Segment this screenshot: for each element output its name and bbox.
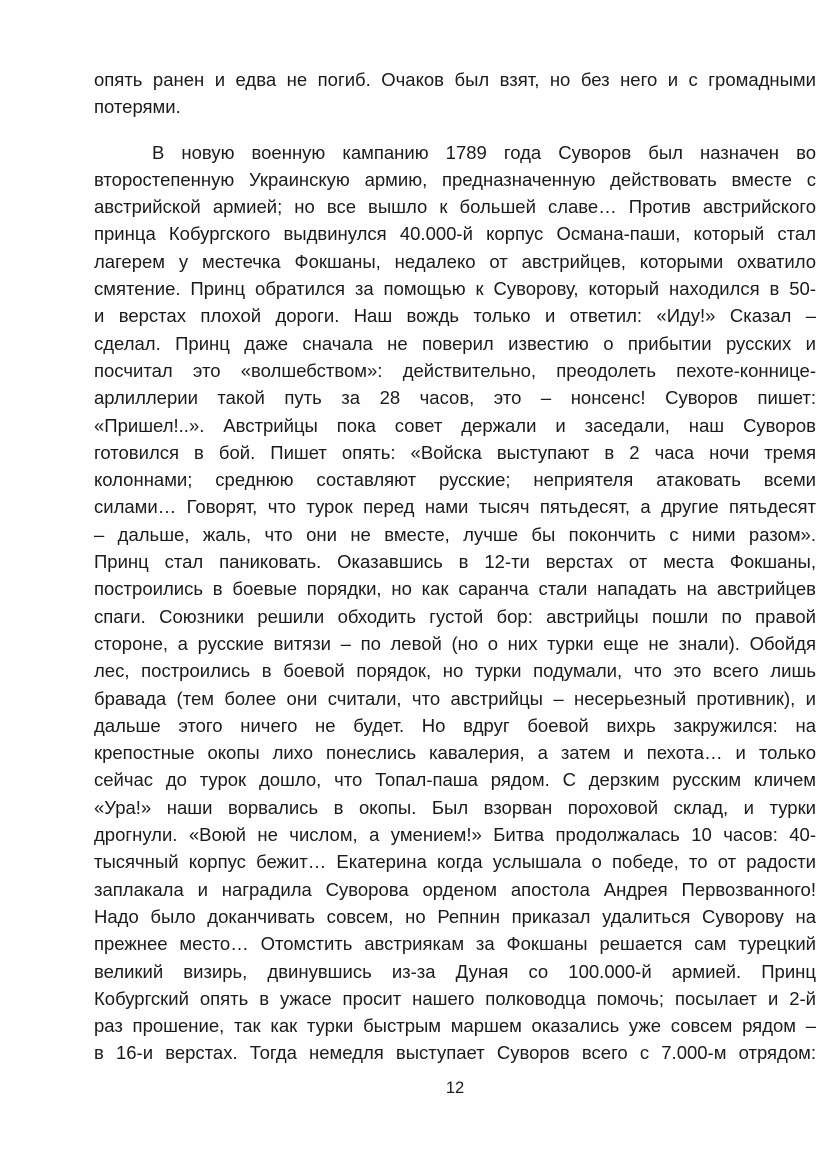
paragraph [94,66,816,121]
text-line: второстепенную Украинскую армию, предназначенную действовать вместе с [94,168,816,190]
text-line: «Ура!» наши ворвались в окопы. Был взорван пороховой склад, и турки [94,796,816,818]
text-line: дрогнули. «Воюй не числом, а умением!» Битва продолжалась 10 часов: 40- [94,824,816,846]
text-line: арлиллерии такой путь за 28 часов, это – нонсенс! Суворов пишет: [94,387,816,409]
text-line: колоннами; среднюю составляют русские; неприятеля атаковать всеми [94,469,816,491]
text-line: посчитал это «волшебством»: действительно, преодолеть пехоте-коннице- [94,359,816,381]
page-number: 12 [445,1079,465,1097]
text-line: австрийской армией; но все вышло к большей славе… Против австрийского [94,196,816,218]
text-line: заплакала и наградила Суворова орденом апостола Андрея Первозванного! [94,878,816,900]
text-line: сделал. Принц даже сначала не поверил известию о прибытии русских и [94,332,816,354]
text-line: Надо было доканчивать совсем, но Репнин приказал удалиться Суворову на [94,905,816,927]
text-line: прежнее место… Отомстить австриякам за Фокшаны решается сам турецкий [94,933,816,955]
text-line: стороне, а русские витязи – по левой (но о них турки еще не знали). Обойдя [94,632,816,654]
text-line: принца Кобургского выдвинулся 40.000-й корпус Османа-паши, который стал [94,223,816,245]
text-line: тысячный корпус бежит… Екатерина когда услышала о победе, то от радости [94,851,816,873]
text-line: лагерем у местечка Фокшаны, недалеко от австрийцев, которыми охватило [94,250,816,272]
text-line: лес, построились в боевой порядок, но турки подумали, что это всего лишь [94,660,816,682]
text-line: готовился в бой. Пишет опять: «Войска выступают в 2 часа ночи тремя [94,441,816,463]
text-line: в 16-и верстах. Тогда немедля выступает Суворов всего с 7.000-м отрядом: [94,1042,816,1064]
text-line: крепостные окопы лихо понеслись кавалерия, а затем и пехота… и только [94,742,816,764]
text-line: спаги. Союзники решили обходить густой бор: австрийцы пошли по правой [94,605,816,627]
text-line: Принц стал паниковать. Оказавшись в 12-ти верстах от места Фокшаны, [94,551,816,573]
text-line: бравада (тем более они считали, что австрийцы – несерьезный противник), и [94,687,816,709]
text-line: опять ранен и едва не погиб. Очаков был взят, но без него и с громадными [94,69,816,90]
text-line: силами… Говорят, что турок перед нами тысяч пятьдесят, а другие пятьдесят [94,496,816,518]
text-line: В новую военную кампанию 1789 года Суворов был назначен во [152,141,816,163]
text-line: потерями. [94,96,181,118]
text-line: «Пришел!..». Австрийцы пока совет держали и заседали, наш Суворов [94,414,816,436]
text-line: сейчас до турок дошло, что Топал-паша рядом. С дерзким русским кличем [94,769,816,791]
text-line: Кобургский опять в ужасе просит нашего полководца помочь; посылает и 2-й [94,987,816,1009]
text-line: смятение. Принц обратился за помощью к Суворову, который находился в 50- [94,278,816,300]
text-line: – дальше, жаль, что они не вместе, лучше бы покончить с ними разом». [94,523,816,545]
text-line: построились в боевые порядки, но как саранча стали нападать на австрийцев [94,578,816,600]
text-line: великий визирь, двинувшись из-за Дуная со 100.000-й армией. Принц [94,960,816,982]
page-text-body [94,66,816,1067]
text-line: и верстах плохой дороги. Наш вождь только и ответил: «Иду!» Сказал – [94,305,816,327]
text-line: раз прошение, так как турки быстрым маршем оказались уже совсем рядом – [94,1015,816,1037]
text-line: дальше этого ничего не будет. Но вдруг боевой вихрь закружился: на [94,714,816,736]
paragraph [94,139,816,1067]
